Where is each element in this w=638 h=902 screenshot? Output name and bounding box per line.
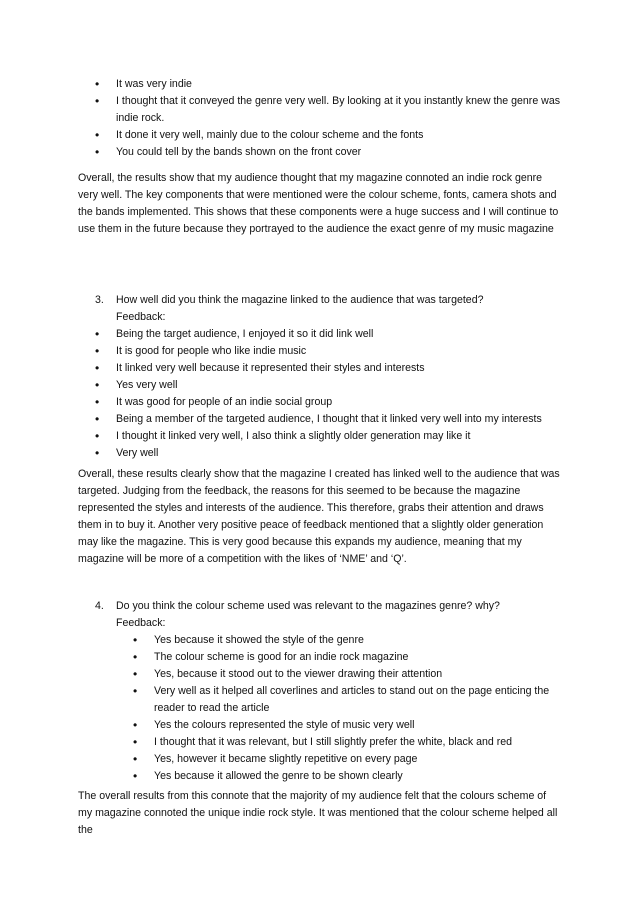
list-item: • It linked very well because it represented their styles and interests <box>78 360 562 377</box>
question-text: How well did you think the magazine linked to the audience that was targeted? <box>116 294 484 306</box>
question-3-section <box>78 292 562 462</box>
question-number: 4. <box>95 600 104 612</box>
list-item: • Yes, however it became slightly repetitive on every page <box>78 751 562 768</box>
list-item: • Yes, because it stood out to the viewer drawing their attention <box>78 666 562 683</box>
list-item: • It done it very well, mainly due to the colour scheme and the fonts <box>78 127 562 144</box>
list-item: • Yes very well <box>78 377 562 394</box>
q4-feedback-list <box>78 632 562 785</box>
paragraph-audience-summary: Overall, these results clearly show that the magazine I created has linked well to the audience that was targeted. Judging from the feedback, the reasons for this seemed to be because the magazine represented the styles and interests of the audience. This therefore, grabs their attention and draws them in to buy it. Another very positive peace of feedback mentioned that a slightly older generation may like the magazine. This is very good because this expands my audience, meaning that my magazine will be more of a competition with the likes of ‘NME’ and ‘Q’. <box>78 468 560 565</box>
question-number: 3. <box>95 294 104 306</box>
list-item: • Yes because it allowed the genre to be shown clearly <box>78 768 562 785</box>
question-text: Do you think the colour scheme used was relevant to the magazines genre? why? <box>116 600 500 612</box>
list-item: • Yes because it showed the style of the genre <box>78 632 562 649</box>
question-4-section <box>78 598 562 785</box>
paragraph-colour-summary: The overall results from this connote that the majority of my audience felt that the colours scheme of my magazine connoted the unique indie rock style. It was mentioned that the colour scheme helped all the <box>78 790 558 836</box>
feedback-label: Feedback: <box>116 617 166 629</box>
list-item: • It is good for people who like indie music <box>78 343 562 360</box>
list-item: • Very well <box>78 445 562 462</box>
list-item: • I thought that it conveyed the genre very well. By looking at it you instantly knew the genre was indie rock. <box>78 93 562 127</box>
list-item: • Very well as it helped all coverlines and articles to stand out on the page enticing the reader to read the article <box>78 683 562 717</box>
list-item: • It was very indie <box>78 76 562 93</box>
feedback-label: Feedback: <box>116 311 166 323</box>
list-item: • It was good for people of an indie social group <box>78 394 562 411</box>
q3-feedback-list <box>78 326 562 462</box>
list-item: • You could tell by the bands shown on the front cover <box>78 144 562 161</box>
list-item: • The colour scheme is good for an indie rock magazine <box>78 649 562 666</box>
list-item: • Yes the colours represented the style of music very well <box>78 717 562 734</box>
list-item: • Being a member of the targeted audience, I thought that it linked very well into my interests <box>78 411 562 428</box>
list-item: • I thought that it was relevant, but I still slightly prefer the white, black and red <box>78 734 562 751</box>
paragraph-genre-summary: Overall, the results show that my audience thought that my magazine connoted an indie rock genre very well. The key components that were mentioned were the colour scheme, fonts, camera shots and the bands implemented. This shows that these components were a huge success and I will continue to use them in the future because they portrayed to the audience the exact genre of my music magazine <box>78 172 559 235</box>
list-item: • I thought it linked very well, I also think a slightly older generation may like it <box>78 428 562 445</box>
intro-bullet-list <box>78 76 562 161</box>
list-item: • Being the target audience, I enjoyed it so it did link well <box>78 326 562 343</box>
